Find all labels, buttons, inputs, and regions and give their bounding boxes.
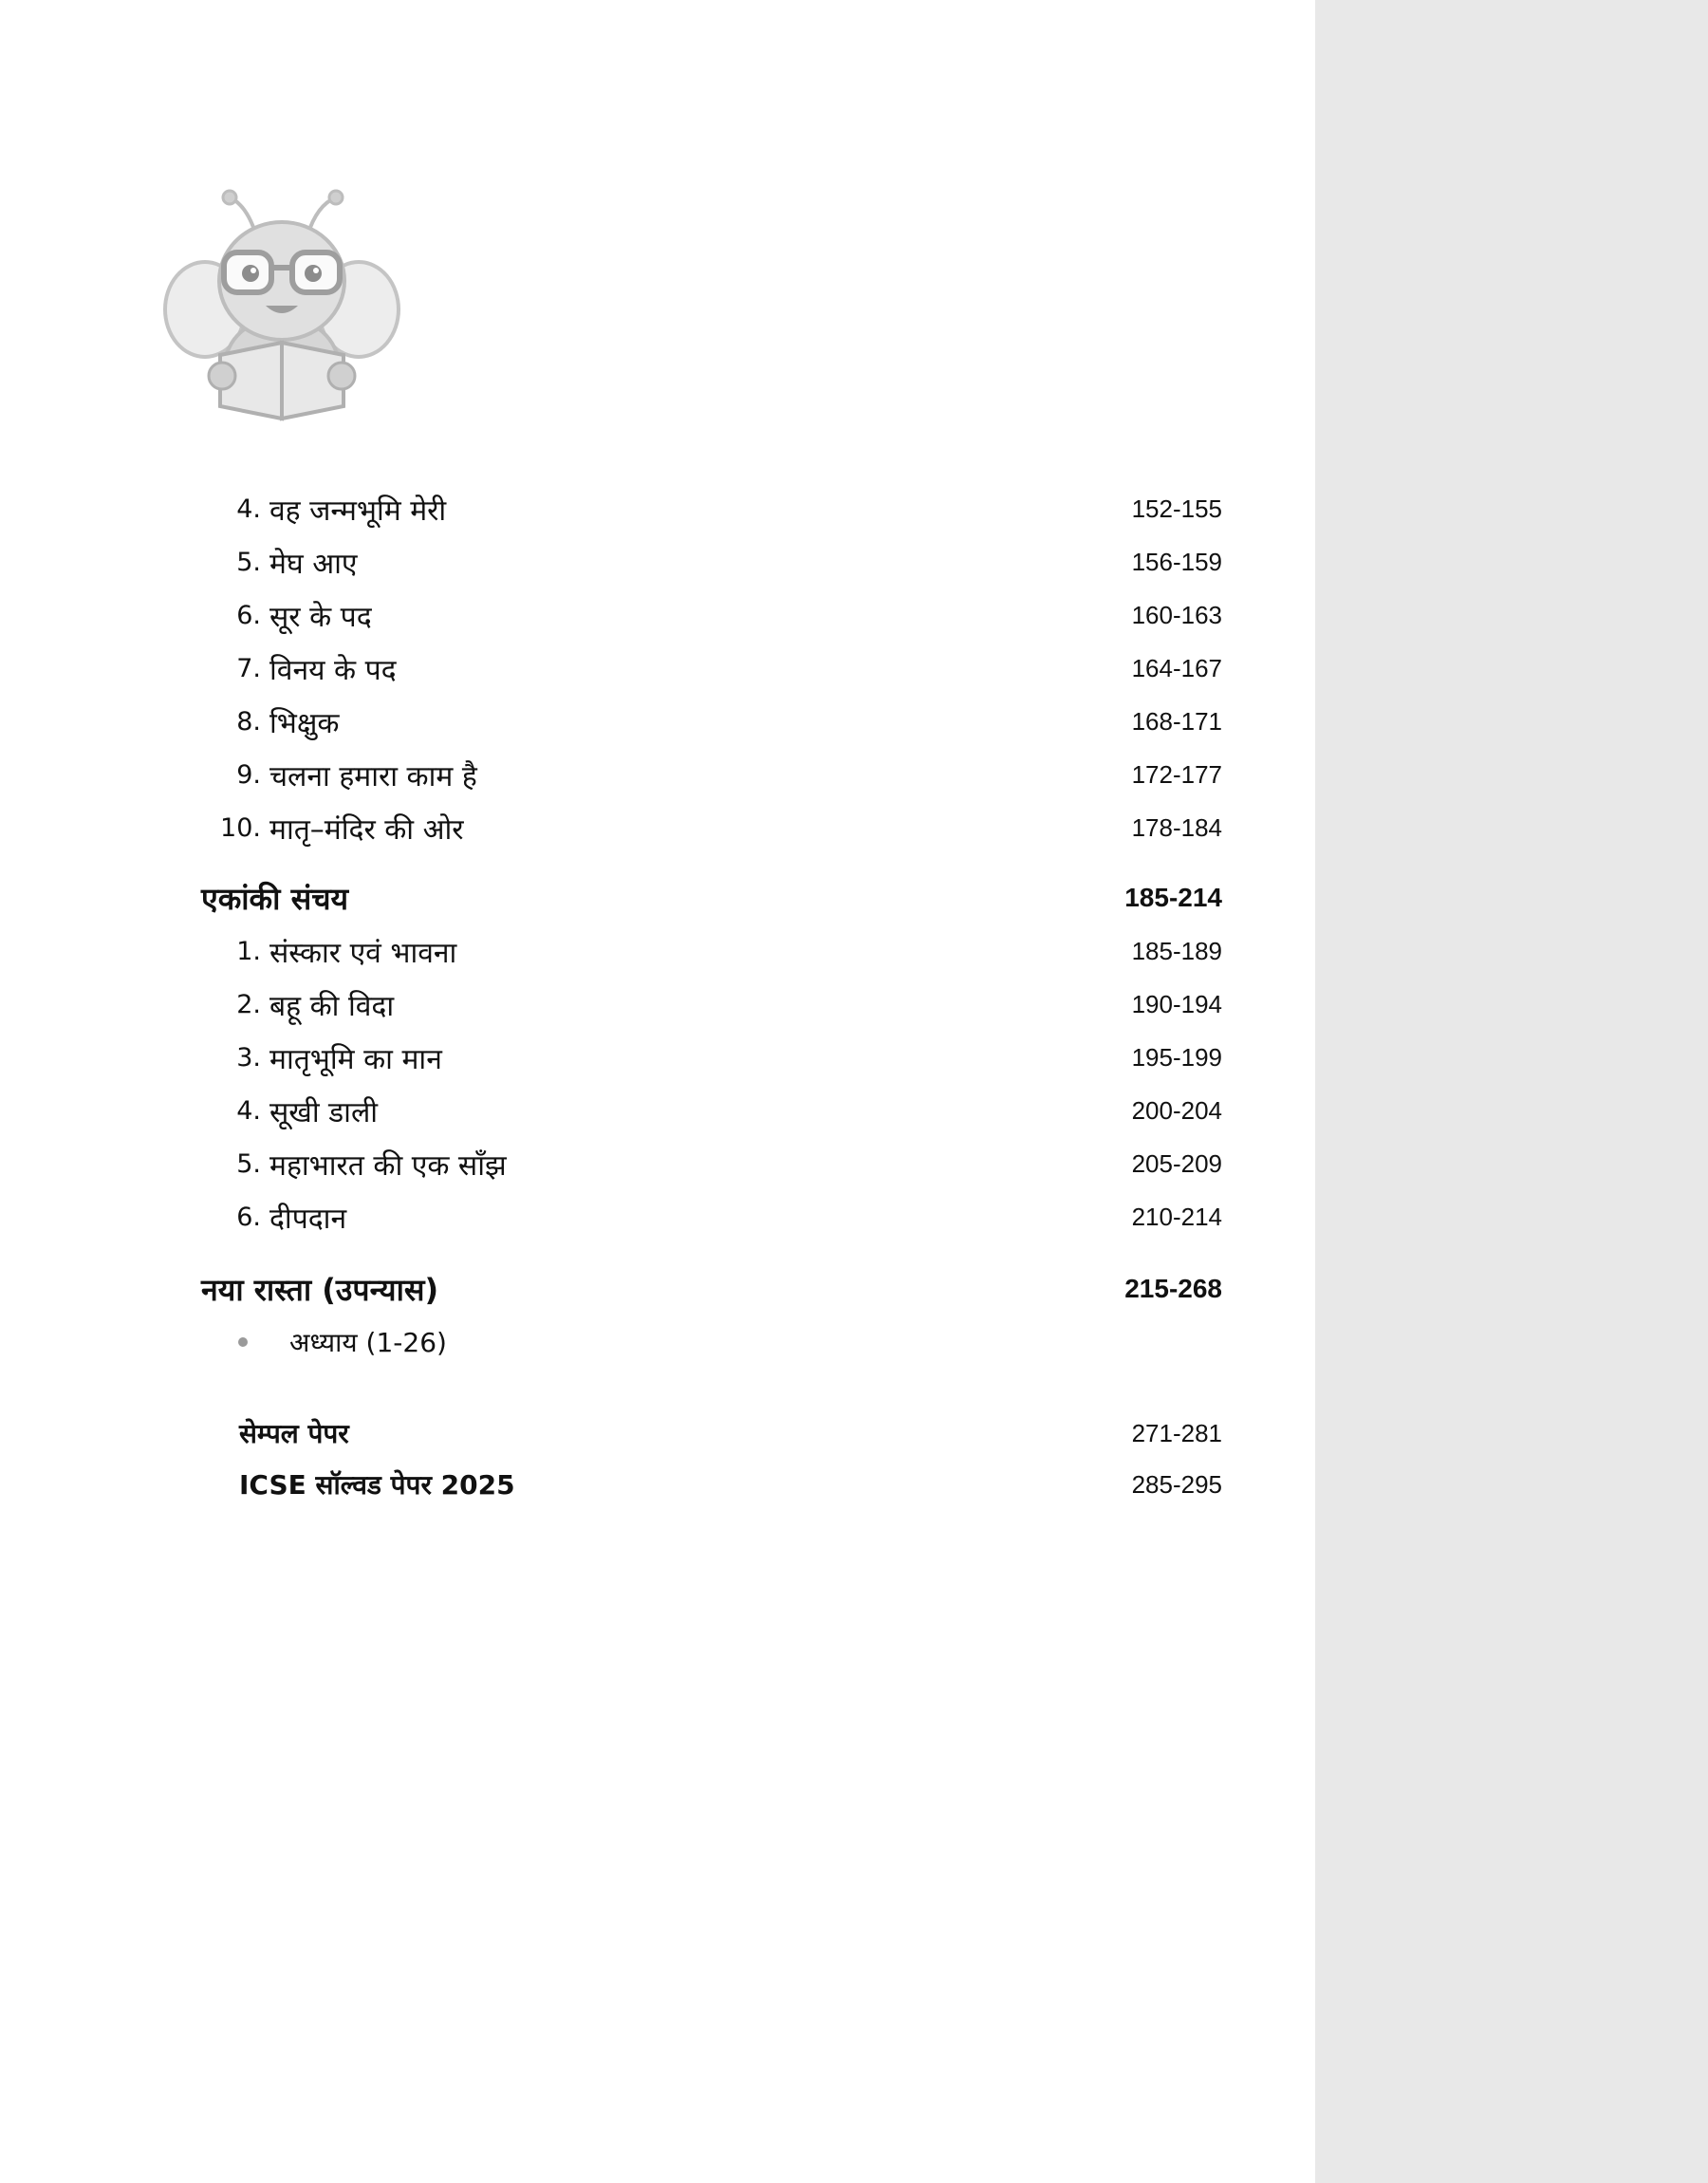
toc-row[interactable] <box>0 697 1224 746</box>
item-pages: 160-163 <box>1131 600 1222 629</box>
item-pages: 185-189 <box>1131 936 1222 965</box>
item-number: 1. <box>236 936 261 966</box>
item-pages: 271-281 <box>1131 1418 1222 1447</box>
item-title: विनय के पद <box>269 653 397 687</box>
item-title: भिक्षुक <box>269 706 340 740</box>
toc-row[interactable] <box>0 590 1224 640</box>
item-title: महाभारत की एक साँझ <box>269 1148 507 1183</box>
item-title: मातृभूमि का मान <box>269 1042 442 1076</box>
bullet-icon <box>238 1337 248 1347</box>
item-pages: 190-194 <box>1131 989 1222 1018</box>
item-number: 5. <box>236 547 261 577</box>
item-pages: 152-155 <box>1131 494 1222 523</box>
item-number: 4. <box>236 1095 261 1126</box>
toc-row[interactable] <box>0 926 1224 976</box>
item-number: 7. <box>236 653 261 683</box>
bullet-text: अध्याय (1-26) <box>289 1327 447 1358</box>
toc-row[interactable] <box>0 644 1224 693</box>
item-number: 10. <box>220 812 261 843</box>
item-title: सूर के पद <box>269 600 372 634</box>
toc-row-solved-paper[interactable] <box>0 1460 1224 1509</box>
item-number: 8. <box>236 706 261 737</box>
section-heading-ekanki[interactable] <box>0 873 1224 923</box>
item-pages: 178-184 <box>1131 812 1222 842</box>
section-title: नया रास्ता (उपन्यास) <box>201 1271 439 1308</box>
toc-row[interactable] <box>0 1033 1224 1082</box>
section-title: एकांकी संचय <box>201 880 349 917</box>
item-number: 6. <box>236 600 261 630</box>
item-number: 4. <box>236 494 261 524</box>
item-pages: 200-204 <box>1131 1095 1222 1125</box>
section-heading-upanyas[interactable] <box>0 1264 1224 1314</box>
side-panel <box>1315 0 1708 2183</box>
toc-row[interactable] <box>0 537 1224 587</box>
toc-row[interactable] <box>0 1192 1224 1241</box>
section-pages: 215-268 <box>1124 1274 1222 1303</box>
item-title: संस्कार एवं भावना <box>269 936 457 970</box>
item-title: बहू की विदा <box>269 989 395 1023</box>
item-number: 9. <box>236 759 261 790</box>
item-pages: 172-177 <box>1131 759 1222 789</box>
item-title: मातृ–मंदिर की ओर <box>269 812 464 847</box>
item-pages: 205-209 <box>1131 1148 1222 1178</box>
toc-row[interactable] <box>0 750 1224 799</box>
item-title: वह जन्मभूमि मेरी <box>269 494 447 528</box>
toc-row[interactable] <box>0 980 1224 1029</box>
item-pages: 156-159 <box>1131 547 1222 576</box>
toc-row-sample-paper[interactable] <box>0 1409 1224 1458</box>
toc-row[interactable] <box>0 803 1224 852</box>
item-title: मेघ आए <box>269 547 358 581</box>
item-pages: 195-199 <box>1131 1042 1222 1072</box>
item-title: ICSE सॉल्वड पेपर 2025 <box>239 1469 515 1501</box>
item-pages: 164-167 <box>1131 653 1222 682</box>
item-title: दीपदान <box>269 1202 347 1236</box>
item-number: 2. <box>236 989 261 1019</box>
item-title: सूखी डाली <box>269 1095 379 1129</box>
bullet-item[interactable] <box>0 1317 1224 1367</box>
toc-row[interactable] <box>0 1139 1224 1188</box>
item-pages: 210-214 <box>1131 1202 1222 1231</box>
item-number: 6. <box>236 1202 261 1232</box>
item-number: 5. <box>236 1148 261 1179</box>
item-title: चलना हमारा काम है <box>269 759 477 793</box>
item-number: 3. <box>236 1042 261 1073</box>
section-pages: 185-214 <box>1124 883 1222 912</box>
item-pages: 285-295 <box>1131 1469 1222 1499</box>
toc-row[interactable] <box>0 1086 1224 1135</box>
item-title: सेम्पल पेपर <box>239 1418 349 1449</box>
toc-row[interactable] <box>0 484 1224 533</box>
item-pages: 168-171 <box>1131 706 1222 736</box>
